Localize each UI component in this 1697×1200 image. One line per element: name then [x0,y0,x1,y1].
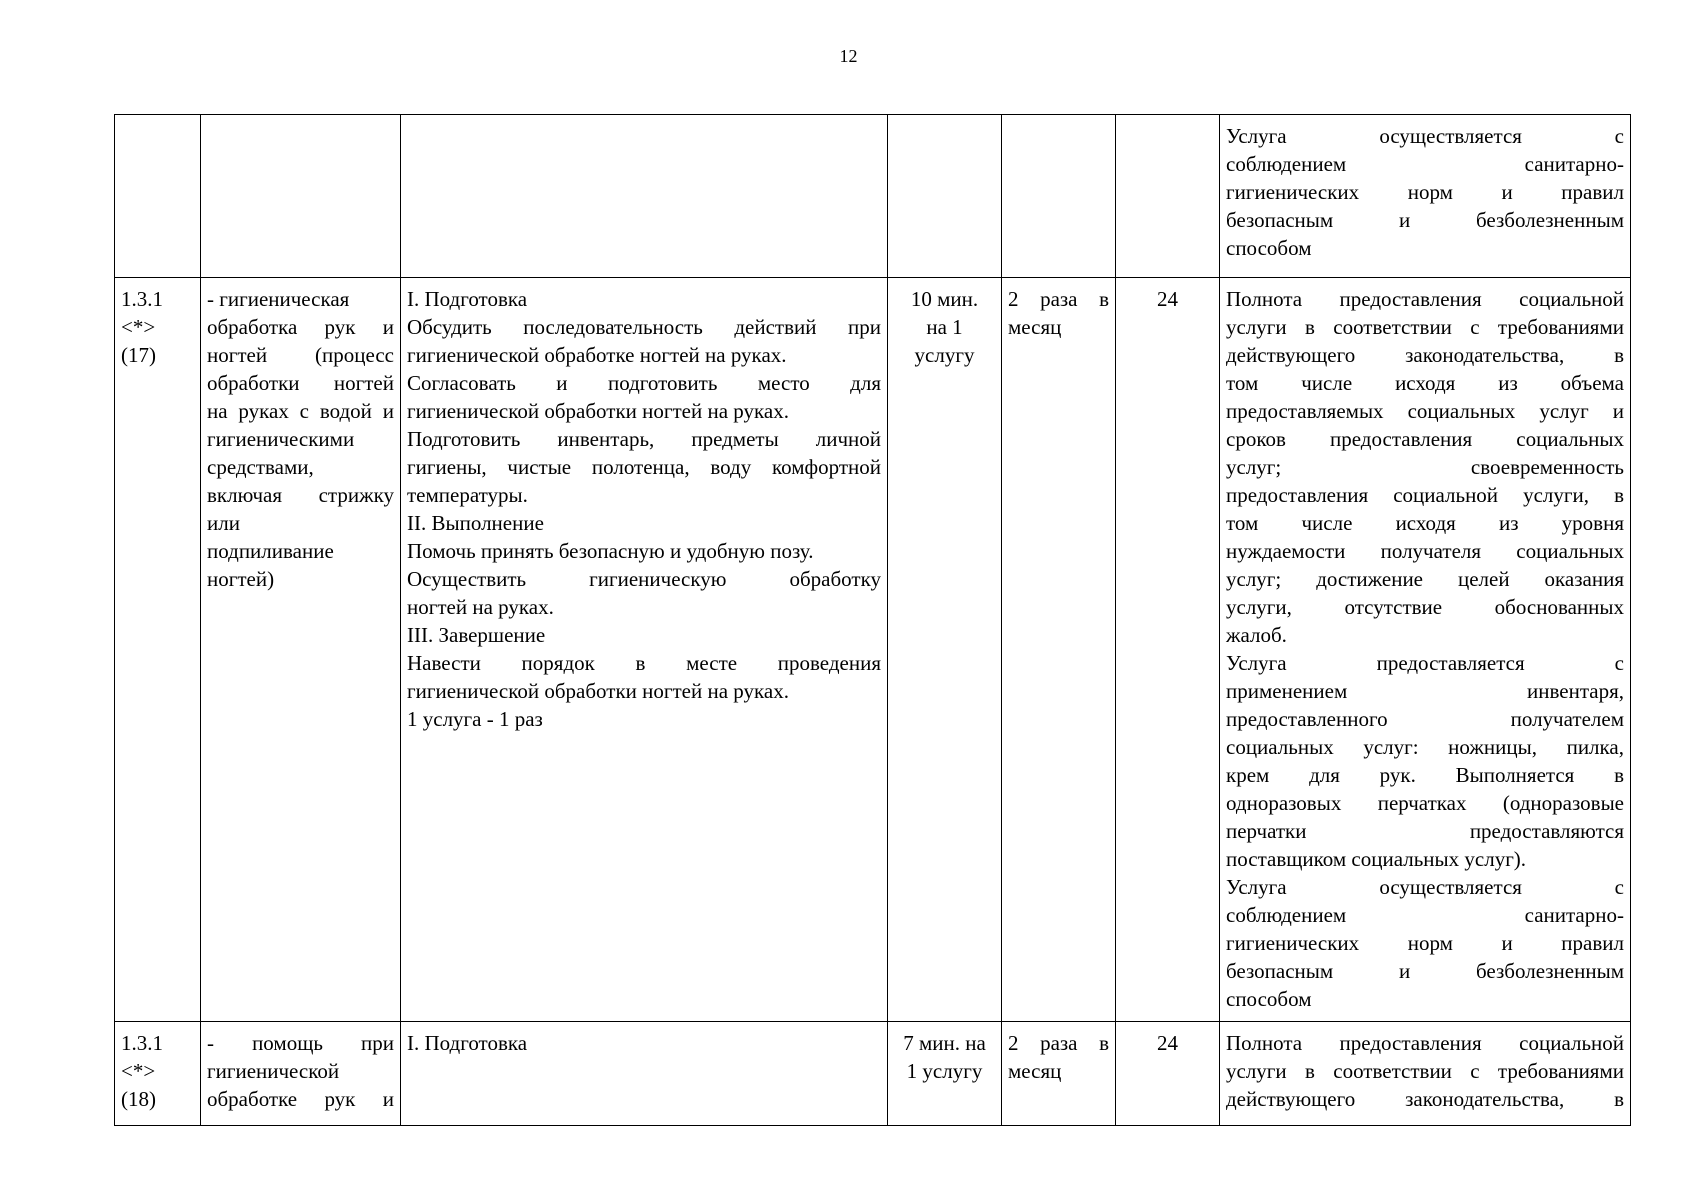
cell-line: Подготовить инвентарь, предметы личной [407,427,881,451]
service-count-cell [1116,278,1220,1022]
service-name-cell [201,115,401,278]
cell-line: способом [1226,236,1312,260]
page-number: 12 [839,46,858,66]
cell-line: гигиенических норм и правил [1226,180,1624,204]
cell-line: действующего законодательства, в [1226,343,1624,367]
cell-line: обработке рук и [207,1087,394,1111]
cell-line: 1 услугу [906,1059,983,1083]
table-row [115,278,1631,1022]
cell-line: услуги в соответствии с требованиями [1226,315,1624,339]
cell-line: на руках с водой и [207,399,394,423]
cell-line: обработки ногтей [207,371,394,395]
cell-line: II. Выполнение [407,511,544,535]
cell-line: 2 раза в [1008,1031,1109,1055]
cell-line: предоставленного получателем [1226,707,1624,731]
cell-line: I. Подготовка [407,287,528,311]
cell-line: Помочь принять безопасную и удобную позу. [407,539,814,563]
cell-line: гигиенических норм и правил [1226,931,1624,955]
service-name-cell [201,278,401,1022]
service-frequency-cell [1002,1022,1116,1126]
service-time-cell [888,115,1002,278]
cell-line: ногтей) [207,567,275,591]
service-quality-cell [1220,115,1631,278]
cell-line: соблюдением санитарно- [1226,152,1624,176]
cell-line: Навести порядок в месте проведения [407,651,881,675]
cell-line: социальных услуг: ножницы, пилка, [1226,735,1624,759]
cell-line: 2 раза в [1008,287,1109,311]
cell-line: крем для рук. Выполняется в [1226,763,1624,787]
cell-line: сроков предоставления социальных [1226,427,1624,451]
cell-line: жалоб. [1226,623,1287,647]
cell-line: 1 услуга - 1 раз [407,707,543,731]
cell-line: способом [1226,987,1312,1011]
cell-line: гигиеническими [207,427,355,451]
cell-line: подпиливание [207,539,334,563]
cell-line: одноразовых перчатках (одноразовые [1226,791,1624,815]
cell-line: действующего законодательства, в [1226,1087,1624,1111]
cell-line: предоставления социальной услуги, в [1226,483,1624,507]
cell-line: 7 мин. на [903,1031,986,1055]
cell-line: обработка рук и [207,315,394,339]
cell-line: месяц [1008,1059,1062,1083]
cell-line: перчатки предоставляются [1226,819,1624,843]
cell-line: температуры. [407,483,528,507]
cell-line: - помощь при [207,1031,394,1055]
cell-line: на 1 [926,315,963,339]
service-description-cell [401,1022,888,1126]
cell-line: (18) [121,1087,156,1111]
cell-line: безопасным и безболезненным [1226,959,1624,983]
cell-line: Обсудить последовательность действий при [407,315,881,339]
cell-line: Услуга предоставляется с [1226,651,1624,675]
service-description-cell [401,278,888,1022]
cell-line: Согласовать и подготовить место для [407,371,881,395]
cell-line: гигиенической обработки ногтей на руках. [407,399,789,423]
service-frequency-cell [1002,115,1116,278]
service-number-cell [115,1022,201,1126]
cell-line: Полнота предоставления социальной [1226,287,1624,311]
cell-line: услуги, отсутствие обоснованных [1226,595,1624,619]
cell-line: поставщиком социальных услуг). [1226,847,1527,871]
cell-line: месяц [1008,315,1062,339]
cell-line: том числе исходя из объема [1226,371,1624,395]
cell-line: соблюдением санитарно- [1226,903,1624,927]
cell-line: I. Подготовка [407,1031,528,1055]
cell-line: гигиенической обработке ногтей на руках. [407,343,787,367]
cell-line: ногтей на руках. [407,595,554,619]
cell-line: гигиены, чистые полотенца, воду комфортной [407,455,881,479]
service-quality-cell [1220,278,1631,1022]
service-time-cell [888,1022,1002,1126]
cell-line: услуги в соответствии с требованиями [1226,1059,1624,1083]
cell-line: услугу [914,343,975,367]
cell-line: гигиенической [207,1059,340,1083]
cell-line: Осуществить гигиеническую обработку [407,567,881,591]
cell-line: 10 мин. [910,287,979,311]
cell-text: 24 [1157,287,1178,311]
cell-line: Полнота предоставления социальной [1226,1031,1624,1055]
services-table [114,114,1631,1126]
cell-line: или [207,511,240,535]
cell-line: III. Завершение [407,623,546,647]
cell-line: нуждаемости получателя социальных [1226,539,1624,563]
service-time-cell [888,278,1002,1022]
cell-line: 1.3.1 [121,287,163,311]
cell-line: том числе исходя из уровня [1226,511,1624,535]
cell-line: 1.3.1 [121,1031,163,1055]
table-row [115,1022,1631,1126]
cell-line: <*> [121,315,156,339]
cell-line: средствами, [207,455,314,479]
cell-line: (17) [121,343,156,367]
cell-line: услуг; своевременность [1226,455,1624,479]
cell-line: - гигиеническая [207,287,350,311]
cell-line: услуг; достижение целей оказания [1226,567,1624,591]
service-count-cell [1116,115,1220,278]
cell-line: гигиенической обработки ногтей на руках. [407,679,789,703]
cell-line: <*> [121,1059,156,1083]
table-row [115,115,1631,278]
service-quality-cell [1220,1022,1631,1126]
cell-line: ногтей (процесс [207,343,394,367]
service-name-cell [201,1022,401,1126]
cell-line: Услуга осуществляется с [1226,875,1624,899]
cell-line: Услуга осуществляется с [1226,124,1624,148]
service-number-cell [115,278,201,1022]
service-count-cell [1116,1022,1220,1126]
cell-line: предоставляемых социальных услуг и [1226,399,1624,423]
service-description-cell [401,115,888,278]
cell-line: включая стрижку [207,483,394,507]
cell-line: применением инвентаря, [1226,679,1624,703]
cell-line: безопасным и безболезненным [1226,208,1624,232]
cell-text: 24 [1157,1031,1178,1055]
service-number-cell [115,115,201,278]
service-frequency-cell [1002,278,1116,1022]
